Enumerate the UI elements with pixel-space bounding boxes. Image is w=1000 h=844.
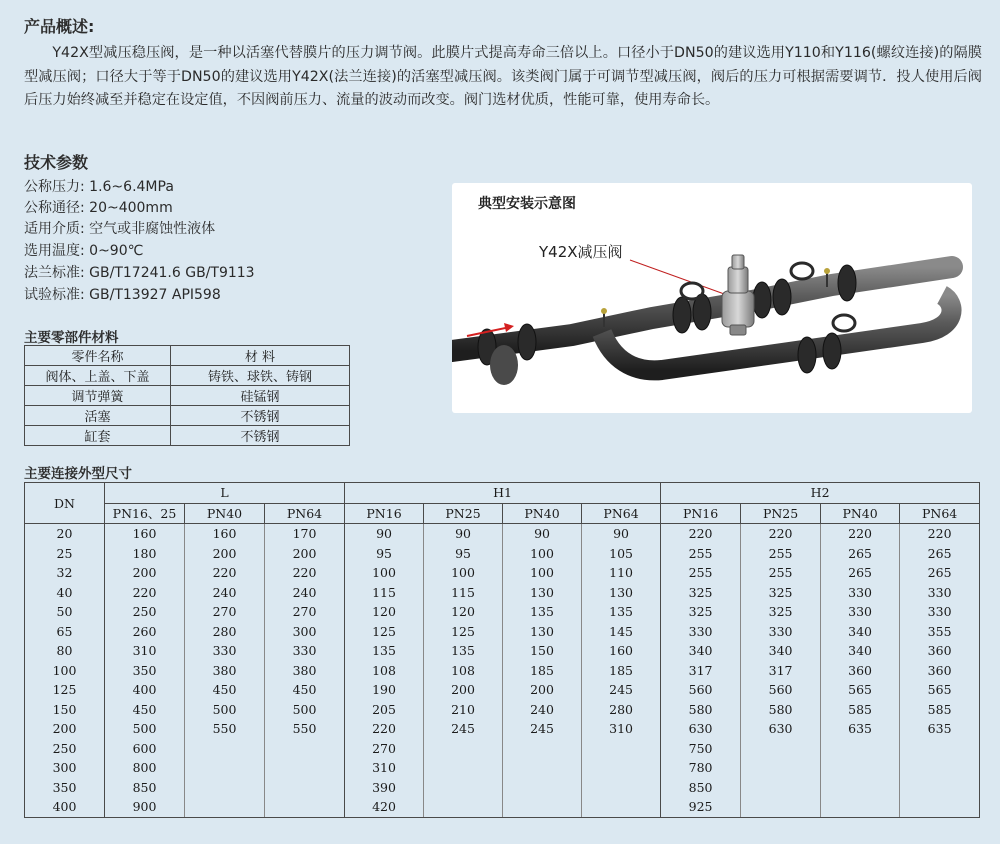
dimension-cell: 265 (900, 563, 980, 583)
part-material: 不锈钢 (171, 426, 350, 446)
dimension-cell: 100 (424, 563, 503, 583)
dimension-cell: 340 (741, 641, 821, 661)
dimension-cell: 150 (503, 641, 582, 661)
spec-flange-standard: 法兰标准: GB/T17241.6 GB/T9113 (24, 265, 255, 281)
dimension-cell: 245 (582, 680, 661, 700)
dimension-cell (582, 778, 661, 798)
dimension-cell: 310 (345, 758, 424, 778)
dimension-cell: 270 (185, 602, 265, 622)
dimension-cell: 325 (661, 602, 741, 622)
dimension-cell (582, 739, 661, 759)
table-row (25, 563, 980, 583)
dimension-cell: 135 (345, 641, 424, 661)
dimension-cell: 560 (661, 680, 741, 700)
sub-header: PN40 (821, 503, 900, 524)
dimension-cell: 330 (821, 583, 900, 603)
dimension-cell: 780 (661, 758, 741, 778)
dimension-cell: 580 (661, 700, 741, 720)
dimension-cell: 350 (105, 661, 185, 681)
part-name: 缸套 (25, 426, 171, 446)
dimension-cell (185, 758, 265, 778)
dimension-cell: 280 (185, 622, 265, 642)
table-row (25, 680, 980, 700)
dimensions-heading: 主要连接外型尺寸 (24, 466, 132, 482)
table-row (25, 426, 350, 446)
dimension-cell: 135 (424, 641, 503, 661)
table-row (25, 622, 980, 642)
sub-header: PN16 (345, 503, 424, 524)
dimension-cell (821, 797, 900, 817)
dimension-cell: 317 (741, 661, 821, 681)
dimension-cell: 160 (185, 524, 265, 544)
part-name: 阀体、上盖、下盖 (25, 366, 171, 386)
dimensions-group-header-row (25, 483, 980, 504)
materials-heading: 主要零部件材料 (24, 330, 119, 346)
dimension-cell (741, 758, 821, 778)
dimension-cell: 635 (821, 719, 900, 739)
dimension-cell (503, 797, 582, 817)
reducing-valve (722, 255, 754, 335)
table-row (25, 641, 980, 661)
spec-diameter: 公称通径: 20~400mm (24, 200, 173, 216)
dimension-cell: 100 (503, 563, 582, 583)
dimension-cell: 300 (265, 622, 345, 642)
materials-table (24, 345, 350, 446)
dimension-cell: 265 (821, 563, 900, 583)
dimension-cell: 317 (661, 661, 741, 681)
dn-cell: 40 (25, 583, 105, 603)
dimension-cell: 160 (582, 641, 661, 661)
table-row (25, 758, 980, 778)
dn-cell: 80 (25, 641, 105, 661)
dimension-cell: 220 (185, 563, 265, 583)
dimension-cell: 550 (265, 719, 345, 739)
dimension-cell: 210 (424, 700, 503, 720)
dn-cell: 25 (25, 544, 105, 564)
dimension-cell (821, 778, 900, 798)
dimension-cell: 360 (900, 641, 980, 661)
dimension-cell (265, 739, 345, 759)
dimension-cell: 390 (345, 778, 424, 798)
dimension-cell (424, 758, 503, 778)
dn-cell: 32 (25, 563, 105, 583)
dimension-cell (741, 778, 821, 798)
diagram-title: 典型安装示意图 (478, 196, 576, 212)
dimension-cell: 560 (741, 680, 821, 700)
sub-header: PN16 (661, 503, 741, 524)
dimensions-table (24, 482, 980, 818)
dn-cell: 150 (25, 700, 105, 720)
dimension-cell: 90 (424, 524, 503, 544)
overview-heading: 产品概述: (24, 17, 95, 36)
label-leader-line (630, 260, 727, 295)
dimension-cell (185, 739, 265, 759)
table-row (25, 386, 350, 406)
materials-header-row (25, 346, 350, 366)
table-row (25, 661, 980, 681)
dimension-cell: 925 (661, 797, 741, 817)
overview-paragraph: Y42X型减压稳压阀，是一种以活塞代替膜片的压力调节阀。此膜片式提高寿命三倍以上。口径小于DN50的建议选用Y110和Y116(螺纹连接)的隔膜型减压阀；口径大于等于DN50的建议选用Y42X(法兰连接)的活塞型减压阀。该类阀门属于可调节型减压阀，阀后的压力可根据需要调节．投人使用后阀后压力始终减至并稳定在设定值，不因阀前压力、流量的波动而改变。阀门选材优质，性能可靠，使用寿命长。 (24, 45, 982, 108)
dimension-cell: 265 (900, 544, 980, 564)
table-row (25, 544, 980, 564)
dimension-cell: 600 (105, 739, 185, 759)
dn-cell: 50 (25, 602, 105, 622)
dimension-cell: 108 (345, 661, 424, 681)
dimension-cell: 420 (345, 797, 424, 817)
dimension-cell: 330 (661, 622, 741, 642)
dimension-cell: 255 (741, 544, 821, 564)
dimension-cell: 135 (503, 602, 582, 622)
table-row (25, 739, 980, 759)
dn-cell: 125 (25, 680, 105, 700)
dimension-cell: 310 (105, 641, 185, 661)
dimension-cell (503, 739, 582, 759)
dimension-cell (424, 797, 503, 817)
dimension-cell: 250 (105, 602, 185, 622)
dimension-cell: 160 (105, 524, 185, 544)
dn-cell: 250 (25, 739, 105, 759)
dimension-cell: 585 (821, 700, 900, 720)
dimension-cell: 750 (661, 739, 741, 759)
dimension-cell (265, 778, 345, 798)
dimension-cell: 450 (265, 680, 345, 700)
dimension-cell: 255 (661, 544, 741, 564)
dimension-cell: 200 (265, 544, 345, 564)
dimension-cell: 90 (345, 524, 424, 544)
valve-label: Y42X减压阀 (539, 243, 623, 261)
table-row (25, 406, 350, 426)
dimension-cell: 115 (345, 583, 424, 603)
dimension-cell: 130 (503, 583, 582, 603)
dimension-cell: 330 (265, 641, 345, 661)
dn-cell: 400 (25, 797, 105, 817)
dimension-cell: 245 (503, 719, 582, 739)
dimension-cell: 200 (105, 563, 185, 583)
dimension-cell: 220 (105, 583, 185, 603)
dimension-cell: 100 (503, 544, 582, 564)
spec-pressure: 公称压力: 1.6~6.4MPa (24, 179, 174, 195)
dimension-cell: 255 (661, 563, 741, 583)
part-name: 调节弹簧 (25, 386, 171, 406)
dimension-cell: 205 (345, 700, 424, 720)
dimension-cell: 900 (105, 797, 185, 817)
col-h1: H1 (345, 483, 661, 504)
dimension-cell: 245 (424, 719, 503, 739)
dimension-cell: 330 (185, 641, 265, 661)
col-l: L (105, 483, 345, 504)
sub-header: PN25 (741, 503, 821, 524)
dimension-cell: 200 (503, 680, 582, 700)
materials-col-material: 材 料 (171, 346, 350, 366)
dimension-cell: 325 (741, 583, 821, 603)
pipeline-illustration (452, 183, 972, 413)
part-material: 铸铁、球铁、铸钢 (171, 366, 350, 386)
dimension-cell: 95 (345, 544, 424, 564)
dimension-cell (821, 739, 900, 759)
dimension-cell: 585 (900, 700, 980, 720)
dimension-cell: 635 (900, 719, 980, 739)
dimension-cell: 240 (185, 583, 265, 603)
sub-header: PN64 (265, 503, 345, 524)
dimension-cell (582, 797, 661, 817)
dimension-cell: 190 (345, 680, 424, 700)
dimension-cell: 105 (582, 544, 661, 564)
part-material: 不锈钢 (171, 406, 350, 426)
dn-cell: 100 (25, 661, 105, 681)
table-row (25, 719, 980, 739)
dimension-cell (265, 797, 345, 817)
dimension-cell: 260 (105, 622, 185, 642)
dimension-cell (582, 758, 661, 778)
col-dn: DN (25, 483, 105, 524)
installation-diagram (452, 183, 972, 413)
dimension-cell: 145 (582, 622, 661, 642)
dimension-cell: 100 (345, 563, 424, 583)
dimension-cell: 310 (582, 719, 661, 739)
dimension-cell: 220 (741, 524, 821, 544)
col-h2: H2 (661, 483, 980, 504)
part-name: 活塞 (25, 406, 171, 426)
dimension-cell: 330 (821, 602, 900, 622)
dimension-cell: 200 (185, 544, 265, 564)
dimension-cell: 270 (345, 739, 424, 759)
dimension-cell: 400 (105, 680, 185, 700)
dimension-cell: 325 (741, 602, 821, 622)
dimension-cell: 580 (741, 700, 821, 720)
dimension-cell: 220 (265, 563, 345, 583)
table-row (25, 797, 980, 817)
sub-header: PN40 (503, 503, 582, 524)
sub-header: PN40 (185, 503, 265, 524)
dimension-cell (900, 797, 980, 817)
dimension-cell: 90 (503, 524, 582, 544)
table-row (25, 778, 980, 798)
dimension-cell (821, 758, 900, 778)
dimension-cell: 110 (582, 563, 661, 583)
dimension-cell: 340 (821, 641, 900, 661)
materials-col-part: 零件名称 (25, 346, 171, 366)
dimension-cell: 565 (900, 680, 980, 700)
dimension-cell (741, 797, 821, 817)
dimension-cell: 255 (741, 563, 821, 583)
dimension-cell: 380 (185, 661, 265, 681)
dimension-cell (185, 797, 265, 817)
dimension-cell (503, 758, 582, 778)
dn-cell: 350 (25, 778, 105, 798)
dimension-cell: 565 (821, 680, 900, 700)
dimension-cell: 450 (105, 700, 185, 720)
dimension-cell: 220 (821, 524, 900, 544)
dimension-cell: 500 (185, 700, 265, 720)
dimension-cell: 95 (424, 544, 503, 564)
dimension-cell: 280 (582, 700, 661, 720)
dimension-cell: 340 (661, 641, 741, 661)
dimension-cell: 185 (582, 661, 661, 681)
dimension-cell: 270 (265, 602, 345, 622)
dimension-cell: 380 (265, 661, 345, 681)
dimension-cell: 180 (105, 544, 185, 564)
table-row (25, 583, 980, 603)
strainer (490, 345, 518, 385)
table-row (25, 366, 350, 386)
dimension-cell: 360 (900, 661, 980, 681)
dn-cell: 200 (25, 719, 105, 739)
dimension-cell: 355 (900, 622, 980, 642)
dimension-cell: 125 (424, 622, 503, 642)
spec-temperature: 选用温度: 0~90℃ (24, 243, 144, 259)
sub-header: PN16、25 (105, 503, 185, 524)
dimension-cell: 220 (345, 719, 424, 739)
dimension-cell: 120 (424, 602, 503, 622)
table-row (25, 602, 980, 622)
dimension-cell (900, 739, 980, 759)
dimension-cell: 330 (741, 622, 821, 642)
sub-header: PN64 (582, 503, 661, 524)
dimension-cell (424, 778, 503, 798)
specs-heading: 技术参数 (24, 153, 89, 172)
dimensions-body (25, 524, 980, 818)
spec-medium: 适用介质: 空气或非腐蚀性液体 (24, 221, 216, 237)
part-material: 硅锰钢 (171, 386, 350, 406)
dimension-cell: 90 (582, 524, 661, 544)
dimension-cell: 630 (741, 719, 821, 739)
spec-test-standard: 试验标准: GB/T13927 API598 (24, 287, 221, 303)
dimension-cell (503, 778, 582, 798)
dimension-cell: 170 (265, 524, 345, 544)
dimension-cell: 240 (503, 700, 582, 720)
dimension-cell: 130 (582, 583, 661, 603)
dimension-cell: 450 (185, 680, 265, 700)
dimension-cell: 630 (661, 719, 741, 739)
dimension-cell: 220 (900, 524, 980, 544)
dimension-cell (265, 758, 345, 778)
dimension-cell (900, 758, 980, 778)
dimension-cell: 330 (900, 583, 980, 603)
dimension-cell (900, 778, 980, 798)
dimension-cell: 550 (185, 719, 265, 739)
dimension-cell: 340 (821, 622, 900, 642)
dimension-cell: 500 (105, 719, 185, 739)
sub-header: PN64 (900, 503, 980, 524)
dimension-cell: 135 (582, 602, 661, 622)
dn-cell: 20 (25, 524, 105, 544)
dimension-cell: 500 (265, 700, 345, 720)
dimension-cell: 200 (424, 680, 503, 700)
dimensions-sub-header-row (25, 503, 980, 524)
dn-cell: 300 (25, 758, 105, 778)
dimension-cell: 130 (503, 622, 582, 642)
dimension-cell: 185 (503, 661, 582, 681)
dimension-cell: 240 (265, 583, 345, 603)
sub-header: PN25 (424, 503, 503, 524)
dimension-cell (185, 778, 265, 798)
dn-cell: 65 (25, 622, 105, 642)
dimension-cell: 115 (424, 583, 503, 603)
table-row (25, 700, 980, 720)
dimension-cell: 850 (661, 778, 741, 798)
dimension-cell: 125 (345, 622, 424, 642)
dimension-cell: 800 (105, 758, 185, 778)
dimension-cell: 220 (661, 524, 741, 544)
dimension-cell: 265 (821, 544, 900, 564)
dimension-cell: 120 (345, 602, 424, 622)
dimension-cell: 850 (105, 778, 185, 798)
dimension-cell: 325 (661, 583, 741, 603)
dimension-cell: 330 (900, 602, 980, 622)
dimension-cell: 108 (424, 661, 503, 681)
dimension-cell (741, 739, 821, 759)
dimension-cell (424, 739, 503, 759)
dimension-cell: 360 (821, 661, 900, 681)
table-row (25, 524, 980, 544)
